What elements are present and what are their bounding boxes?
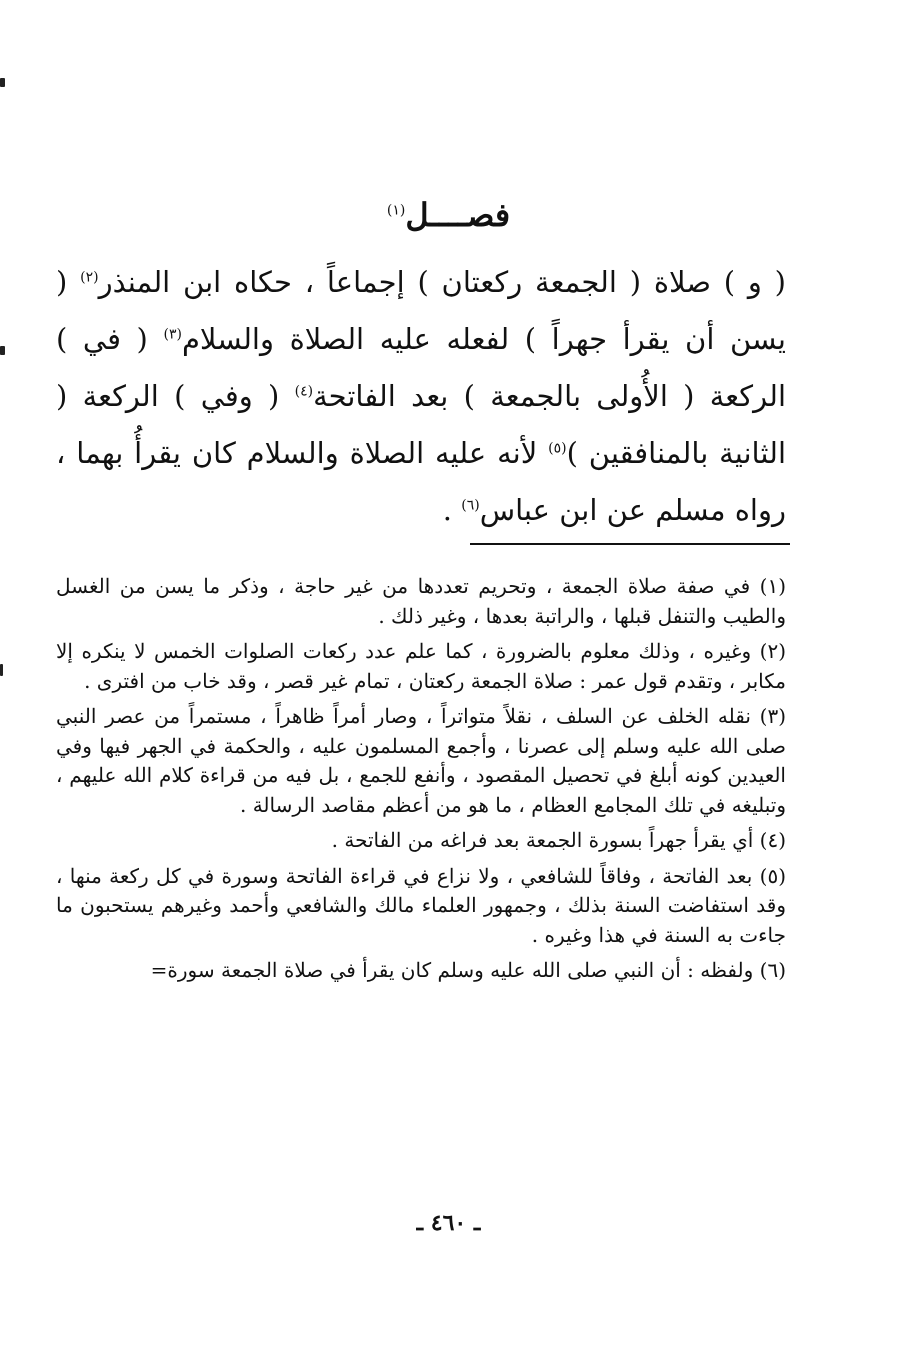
page-number: ـ ٤٦٠ ـ bbox=[416, 1210, 481, 1236]
footnote-divider bbox=[470, 543, 790, 545]
footnote-ref: (٦) bbox=[461, 497, 480, 514]
footnote-4: (٤) أي يقرأ جهراً بسورة الجمعة بعد فراغه من الفاتحة . bbox=[331, 828, 786, 852]
footnote-2: (٢) وغيره ، وذلك معلوم بالضرورة ، كما علم عدد ركعات الصلوات الخمس لا ينكره إلا مكابر ، وتقدم قول عمر : صلاة الجمعة ركعتان ، تمام غير قصر ، وقد خاب من افترى . bbox=[56, 639, 786, 693]
main-text-run: لأنه عليه الصلاة والسلام كان يقرأُ بهما ، رواه مسلم عن ابن عباس bbox=[56, 436, 786, 527]
footnote-ref: (٤) bbox=[294, 383, 314, 400]
scan-edge-mark bbox=[0, 664, 3, 676]
main-text-run: . bbox=[442, 493, 462, 527]
footnote-ref: (٥) bbox=[548, 440, 567, 457]
footnote-ref: (٣) bbox=[163, 326, 182, 343]
footnote-5: (٥) بعد الفاتحة ، وفاقاً للشافعي ، ولا نزاع في قراءة الفاتحة وسورة في كل ركعة منها ، وقد استفاضت السنة بذلك ، وجمهور العلماء مالك والشافعي وأحمد وغيرهم يستحبون ما جاءت به السنة في هذا وغيره . bbox=[56, 863, 786, 947]
main-text-run: ( في ) الركعة ( الأُولى بالجمعة ) بعد الفاتحة bbox=[56, 322, 786, 413]
scan-edge-mark bbox=[0, 346, 5, 355]
main-text-run: ( وفي ) الركعة ( الثانية بالمنافقين ) bbox=[56, 379, 786, 470]
footnote-ref: (٢) bbox=[80, 269, 99, 286]
scan-edge-mark bbox=[0, 78, 5, 87]
footnote-1: (١) في صفة صلاة الجمعة ، وتحريم تعددها من غير حاجة ، وذكر ما يسن من الغسل والطيب والتنفل قبلها ، والراتبة بعدها ، وغير ذلك . bbox=[56, 574, 786, 628]
footnote-3: (٣) نقله الخلف عن السلف ، نقلاً متواتراً ، وصار أمراً ظاهراً ، مستمراً من عصر النبي صلى الله عليه وسلم إلى عصرنا ، وأجمع المسلمون عليه ، والحكمة في الجهر فيها وفي العيدين كونه أبلغ في تحصيل المقصود ، وأنفع للجمع ، بل فيه من قراءة كلام الله عليهم ، وتبليغه في تلك المجامع العظام ، ما هو من أعظم مقاصد الرسالة . bbox=[56, 704, 786, 817]
main-paragraph bbox=[56, 254, 786, 539]
section-heading bbox=[0, 192, 897, 238]
footnotes-block bbox=[56, 572, 786, 992]
main-text-block bbox=[56, 254, 786, 539]
section-title-text: فصــــل bbox=[405, 196, 511, 234]
section-title-footnote-ref: (١) bbox=[386, 202, 406, 219]
footnote-6: (٦) ولفظه : أن النبي صلى الله عليه وسلم كان يقرأ في صلاة الجمعة سورة= bbox=[150, 958, 786, 982]
main-text-run: ( و ) صلاة ( الجمعة ركعتان ) إجماعاً ، حكاه ابن المنذر bbox=[98, 265, 786, 299]
main-text-run: ( يسن أن يقرأ جهراً ) لفعله عليه الصلاة والسلام bbox=[56, 265, 786, 356]
